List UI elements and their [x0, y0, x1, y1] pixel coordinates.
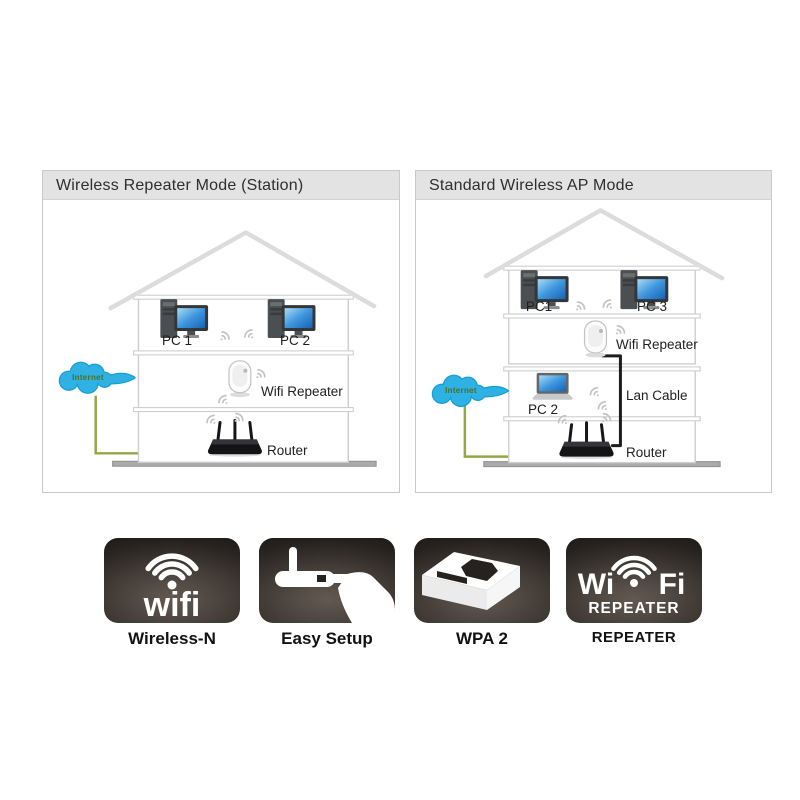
internet-cloud-label: Internet	[72, 373, 104, 382]
badge-repeater	[566, 538, 702, 623]
panel-standard-ap-mode	[415, 170, 772, 493]
house-diagram	[416, 171, 771, 492]
repeater-text: REPEATER	[588, 600, 680, 617]
badge-repeater-label: REPEATER	[591, 629, 677, 646]
laptop-label: PC 2	[527, 402, 558, 417]
plug-hand-icon	[259, 538, 395, 623]
badge-wpa2-label: WPA 2	[456, 629, 508, 648]
badge-wireless-n	[104, 538, 240, 623]
panel-wireless-repeater-mode	[42, 170, 400, 493]
pc-right-label: PC 3	[636, 299, 667, 314]
wifi-repeater-logo-icon	[566, 538, 702, 623]
badge-easy-setup-label: Easy Setup	[281, 629, 373, 648]
fi-text: Fi	[658, 568, 686, 601]
house-diagram	[43, 171, 399, 492]
repeater-label: Wifi Repeater	[616, 337, 698, 352]
pc-left-label: PC 1	[161, 333, 192, 348]
router-label: Router	[267, 443, 308, 458]
badge-wireless-n-label: Wireless-N	[128, 629, 216, 648]
badge-easy-setup	[259, 538, 395, 623]
wifi-logo-text: wifi	[143, 586, 201, 623]
lan-cable-label: Lan Cable	[626, 388, 688, 403]
internet-cloud-label: Internet	[445, 386, 477, 395]
repeater-label: Wifi Repeater	[261, 384, 343, 399]
wi-text: Wi	[577, 568, 615, 601]
panel-title: Wireless Repeater Mode (Station)	[43, 171, 399, 200]
pc-left-label: PC1	[525, 299, 553, 314]
internet-line	[96, 396, 139, 454]
isometric-box-icon	[414, 538, 550, 623]
laptop-icon	[532, 373, 572, 400]
pc-right-label: PC 2	[279, 333, 310, 348]
wifi-logo-icon	[104, 538, 240, 623]
badge-wpa2	[414, 538, 550, 623]
panel-title: Standard Wireless AP Mode	[416, 171, 771, 200]
router-label: Router	[626, 445, 667, 460]
